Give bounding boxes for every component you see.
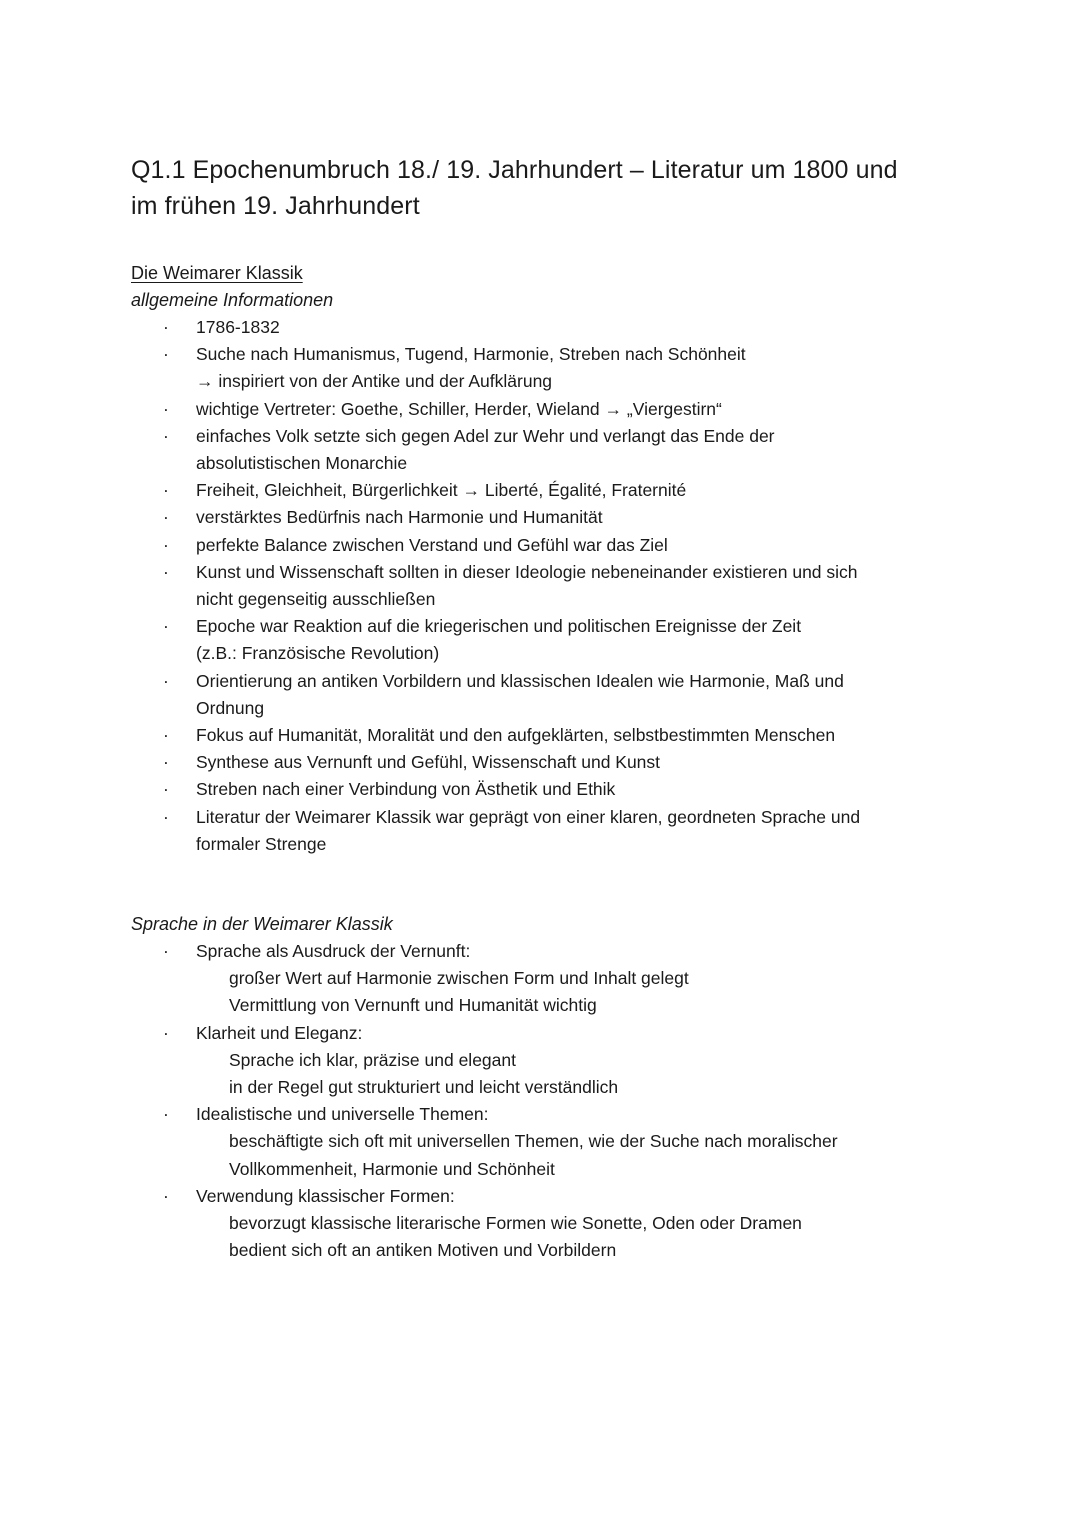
list-item xyxy=(131,668,961,722)
list-item-detail: beschäftigte sich oft mit universellen Themen, wie der Suche nach moralischer xyxy=(229,1131,838,1152)
bullet-icon: · xyxy=(163,1104,169,1125)
list-item-text: → inspiriert von der Antike und der Aufklärung xyxy=(196,371,553,392)
list-item-text: perfekte Balance zwischen Verstand und Gefühl war das Ziel xyxy=(196,534,668,555)
bullet-icon: · xyxy=(163,561,169,582)
page-content xyxy=(131,152,961,1265)
list-item xyxy=(131,613,961,667)
list-item-text: Orientierung an antiken Vorbildern und klassischen Idealen wie Harmonie, Maß und xyxy=(196,670,844,691)
list-item-label: Verwendung klassischer Formen: xyxy=(196,1185,455,1206)
bullet-icon: · xyxy=(163,534,169,555)
bullet-icon: · xyxy=(163,317,169,337)
list-item xyxy=(131,776,961,803)
language-list xyxy=(131,938,961,1264)
bullet-icon: · xyxy=(163,806,169,827)
page-title xyxy=(131,152,961,224)
bullet-icon: · xyxy=(163,1185,169,1206)
bullet-icon: · xyxy=(163,725,169,746)
bullet-icon: · xyxy=(163,398,169,419)
list-item xyxy=(131,341,961,395)
list-item-text: Freiheit, Gleichheit, Bürgerlichkeit → Liberté, Égalité, Fraternité xyxy=(196,480,687,501)
list-item-text: verstärktes Bedürfnis nach Harmonie und Humanität xyxy=(196,507,603,528)
list-item-label: Sprache als Ausdruck der Vernunft: xyxy=(196,941,471,962)
list-item-text: Fokus auf Humanität, Moralität und den aufgeklärten, selbstbestimmten Menschen xyxy=(196,725,836,746)
list-item-label: Klarheit und Eleganz: xyxy=(196,1022,363,1043)
bullet-icon: · xyxy=(163,425,169,446)
subheading-sprache: Sprache in der Weimarer Klassik xyxy=(131,914,393,935)
title-line-1: Q1.1 Epochenumbruch 18./ 19. Jahrhundert – Literatur um 1800 und xyxy=(131,156,898,184)
list-item-detail: Sprache ich klar, präzise und elegant xyxy=(229,1049,516,1070)
list-item xyxy=(131,722,961,749)
list-item-text: (z.B.: Französische Revolution) xyxy=(196,643,440,664)
bullet-icon: · xyxy=(163,670,169,691)
list-item-text: Streben nach einer Verbindung von Ästhetik und Ethik xyxy=(196,779,616,800)
section-heading-weimarer-klassik: Die Weimarer Klassik xyxy=(131,263,303,283)
list-item-text: Epoche war Reaktion auf die kriegerischen und politischen Ereignisse der Zeit xyxy=(196,616,802,637)
list-item-text: nicht gegenseitig ausschließen xyxy=(196,589,436,610)
bullet-icon: · xyxy=(163,1022,169,1043)
list-item xyxy=(131,938,961,1020)
bullet-icon: · xyxy=(163,941,169,962)
bullet-icon: · xyxy=(163,779,169,800)
list-item-detail: in der Regel gut strukturiert und leicht verständlich xyxy=(229,1077,619,1098)
list-item xyxy=(131,1183,961,1265)
list-item-text: Synthese aus Vernunft und Gefühl, Wissenschaft und Kunst xyxy=(196,752,661,773)
list-item-text: einfaches Volk setzte sich gegen Adel zur Wehr und verlangt das Ende der xyxy=(196,425,775,446)
list-item-detail: Vermittlung von Vernunft und Humanität wichtig xyxy=(229,995,597,1016)
list-item-text: 1786-1832 xyxy=(196,317,280,337)
list-item xyxy=(131,314,961,341)
list-item-detail: bedient sich oft an antiken Motiven und Vorbildern xyxy=(229,1240,617,1261)
list-item xyxy=(131,749,961,776)
list-item-text: Ordnung xyxy=(196,697,265,718)
list-item-label: Idealistische und universelle Themen: xyxy=(196,1104,489,1125)
subheading-allgemeine-informationen: allgemeine Informationen xyxy=(131,290,334,310)
list-item xyxy=(131,396,961,423)
general-info-list xyxy=(131,314,961,858)
list-item xyxy=(131,504,961,531)
list-item xyxy=(131,1020,961,1102)
bullet-icon: · xyxy=(163,752,169,773)
list-item-text: absolutistischen Monarchie xyxy=(196,453,408,474)
bullet-icon: · xyxy=(163,480,169,501)
list-item-detail: Vollkommenheit, Harmonie und Schönheit xyxy=(229,1158,555,1179)
list-item-detail: großer Wert auf Harmonie zwischen Form und Inhalt gelegt xyxy=(229,968,689,989)
list-item-text: Suche nach Humanismus, Tugend, Harmonie, Streben nach Schönheit xyxy=(196,344,746,365)
list-item xyxy=(131,477,961,504)
bullet-icon: · xyxy=(163,344,169,365)
list-item-text: formaler Strenge xyxy=(196,833,327,854)
bullet-icon: · xyxy=(163,507,169,528)
list-item-text: Literatur der Weimarer Klassik war geprägt von einer klaren, geordneten Sprache und xyxy=(196,806,861,827)
bullet-icon: · xyxy=(163,616,169,637)
list-item xyxy=(131,423,961,477)
list-item xyxy=(131,1101,961,1183)
list-item-detail: bevorzugt klassische literarische Formen wie Sonette, Oden oder Dramen xyxy=(229,1213,802,1234)
title-line-2: im frühen 19. Jahrhundert xyxy=(131,192,420,220)
list-item xyxy=(131,804,961,858)
list-item-text: wichtige Vertreter: Goethe, Schiller, Herder, Wieland → „Viergestirn“ xyxy=(196,398,722,419)
list-item xyxy=(131,532,961,559)
list-item xyxy=(131,559,961,613)
list-item-text: Kunst und Wissenschaft sollten in dieser Ideologie nebeneinander existieren und sich xyxy=(196,561,858,582)
